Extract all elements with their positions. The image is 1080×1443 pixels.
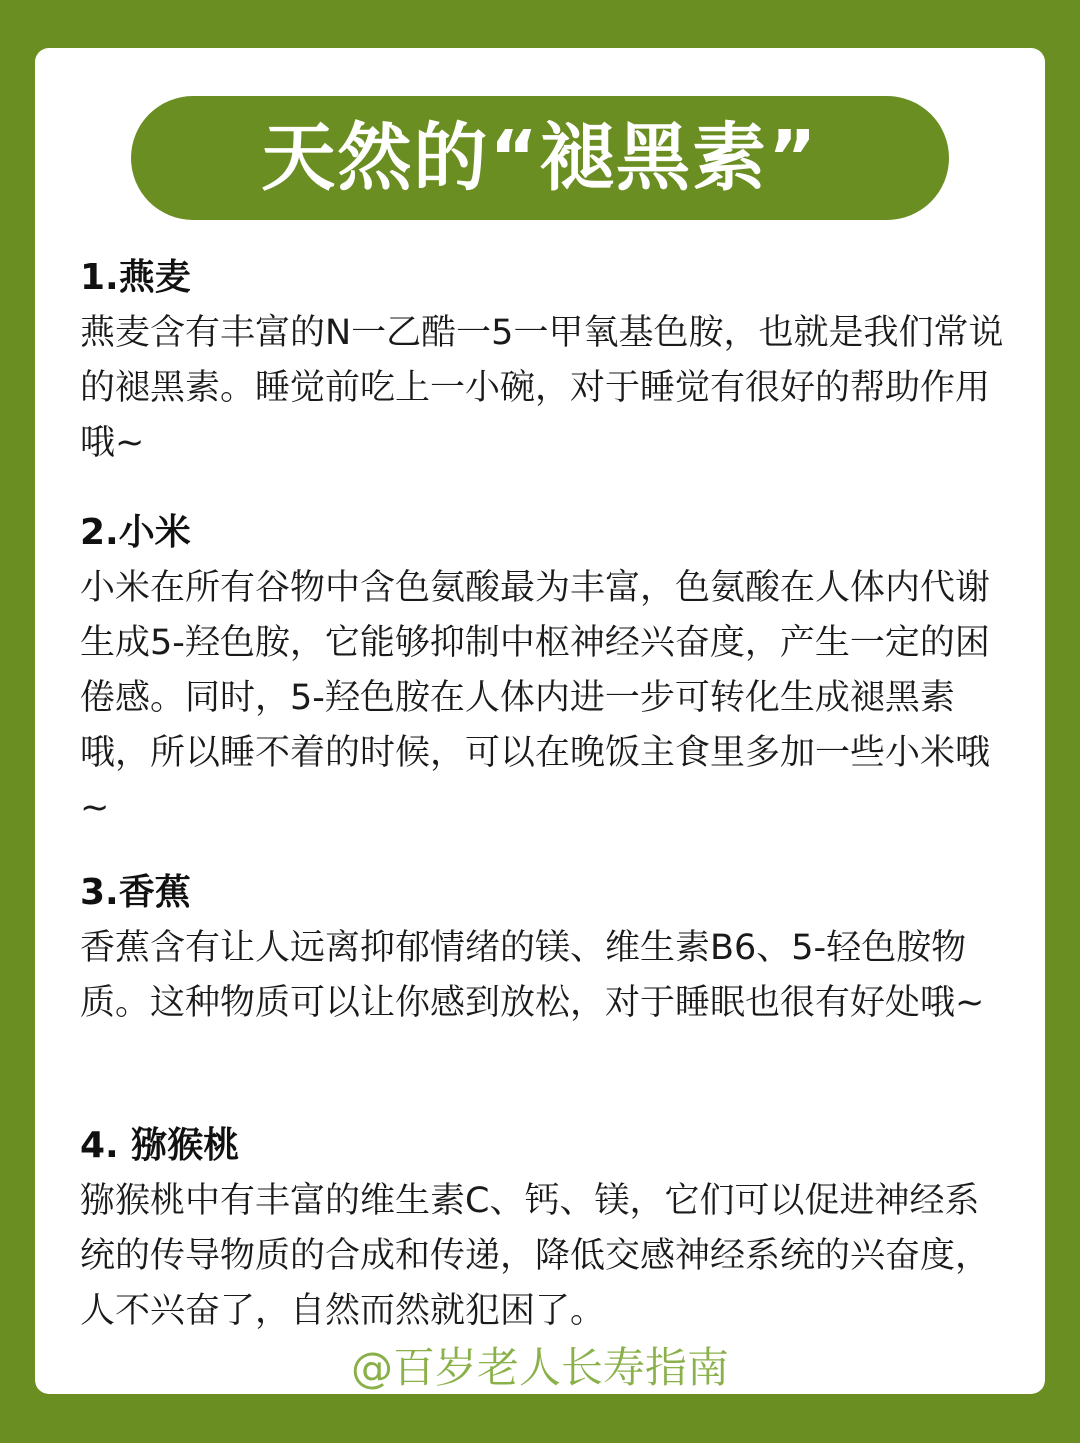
section-kiwi (80, 1118, 1010, 1339)
section-oats (80, 250, 1010, 471)
section-heading: 4. 猕猴桃 (80, 1125, 240, 1166)
title-banner (131, 96, 949, 220)
page-title: 天然的“褪黑素” (261, 115, 819, 201)
section-heading: 1.燕麦 (80, 257, 191, 298)
section-heading: 2.小米 (80, 512, 191, 553)
section-banana (80, 865, 1010, 1031)
section-body: 猕猴桃中有丰富的维生素C、钙、镁，它们可以促进神经系统的传导物质的合成和传递，降低交感神经系统的兴奋度，人不兴奋了，自然而然就犯困了。 (80, 1181, 991, 1331)
author-handle: @百岁老人长寿指南 (350, 1343, 729, 1392)
section-body: 燕麦含有丰富的N一乙酷一5一甲氧基色胺，也就是我们常说的褪黑素。睡觉前吃上一小碗，对于睡觉有很好的帮助作用哦~ (80, 313, 1004, 463)
section-body: 小米在所有谷物中含色氨酸最为丰富，色氨酸在人体内代谢生成5-羟色胺，它能够抑制中枢神经兴奋度，产生一定的困倦感。同时，5-羟色胺在人体内进一步可转化生成褪黑素哦，所以睡不着的时候，可以在晚饭主食里多加一些小米哦~ (80, 568, 991, 828)
section-heading: 3.香蕉 (80, 872, 191, 913)
section-millet (80, 505, 1010, 836)
section-body: 香蕉含有让人远离抑郁情绪的镁、维生素B6、5-轻色胺物质。这种物质可以让你感到放松，对于睡眠也很有好处哦~ (80, 928, 985, 1023)
